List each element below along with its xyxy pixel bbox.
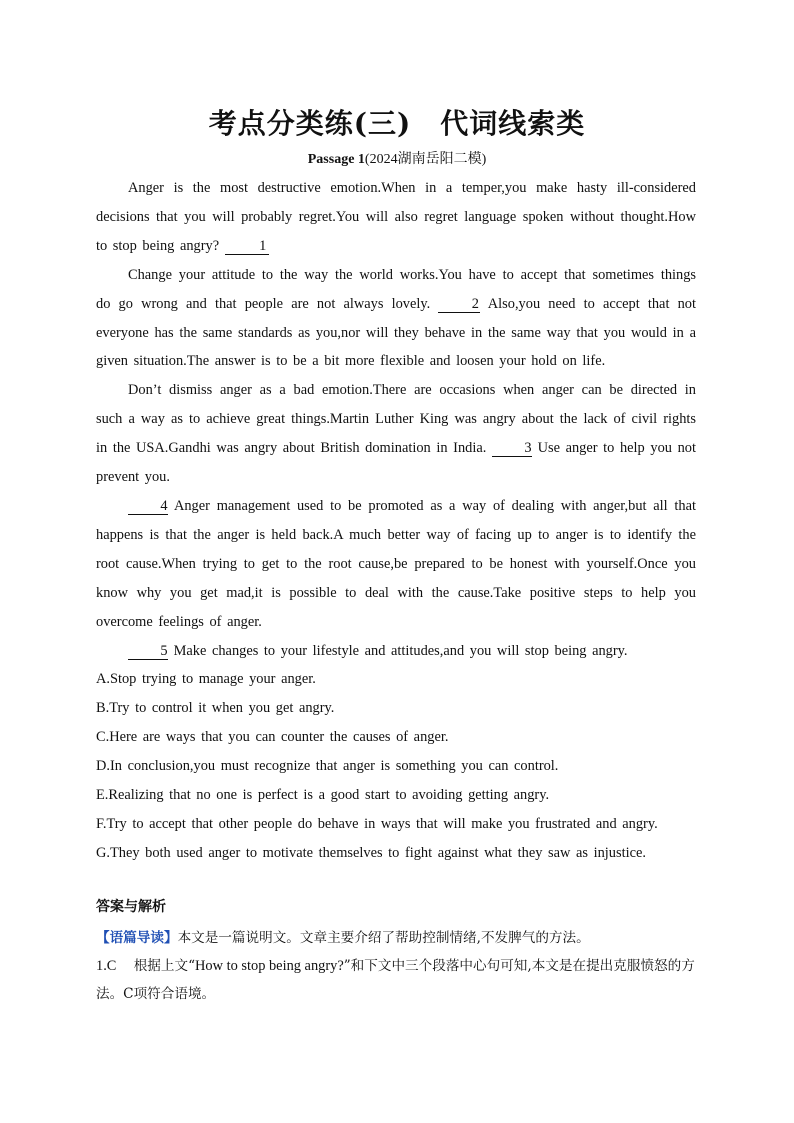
guide-text: 本文是一篇说明文。文章主要介绍了帮助控制情绪,不发脾气的方法。 <box>177 930 590 946</box>
page-title: 考点分类练(三) 代词线索类 <box>208 107 586 140</box>
answer-1-explanation <box>96 952 696 1008</box>
blank-5: 5 <box>128 643 168 660</box>
blank-4: 4 <box>128 498 168 515</box>
passage-label: Passage 1 <box>307 152 365 167</box>
reading-guide <box>96 924 706 952</box>
answer-text: ”和下文中三个段落中心句可知,本文是在提出克服愤怒的方法。C项符合语境。 <box>96 958 695 1002</box>
option-d: D.In conclusion,you must recognize that anger is something you can control. <box>96 758 559 775</box>
option-g: G.They both used anger to motivate themselves to fight against what they saw as injustice. <box>96 844 646 861</box>
paragraph-3 <box>96 376 696 492</box>
paragraph-text: Don’t dismiss anger as a bad emotion.There are occasions when anger can be directed in such a way as to achieve great things.Martin Luther King was angry about the lack of civil rights in the USA.Gandhi was angry about British domination in India. <box>96 382 696 457</box>
answer-text: 根据上文“ <box>133 958 196 974</box>
paragraph-5 <box>96 637 696 666</box>
blank-3: 3 <box>492 440 532 457</box>
paragraph-text: Use anger to help you not prevent you. <box>96 440 696 486</box>
passage-heading <box>0 148 794 168</box>
option-a: A.Stop trying to manage your anger. <box>96 671 316 688</box>
guide-tag: 【语篇导读】 <box>96 930 178 946</box>
paragraph-text: Anger is the most destructive emotion.When in a temper,you make hasty ill-considered decisions that you will probably regret.You will also regret language spoken without thought.How to stop being angry? <box>96 180 696 254</box>
paragraph-4 <box>96 492 696 637</box>
paragraph-text: Also,you need to accept that not everyone has the same standards as you,nor will they behave in the same way that you would in a given situation.The answer is to be a bit more flexible and loosen your hold on life. <box>96 295 696 370</box>
option-c: C.Here are ways that you can counter the causes of anger. <box>96 729 449 746</box>
answer-quote: How to stop being angry? <box>195 958 344 974</box>
option-b: B.Try to control it when you get angry. <box>96 700 335 717</box>
paragraph-text: Make changes to your lifestyle and attitudes,and you will stop being angry. <box>173 642 628 659</box>
paragraph-text: Anger management used to be promoted as a way of dealing with anger,but all that happens is that the anger is held back.A much better way of facing up to anger is to identify the root cause.When trying to get to the root cause,be prepared to be honest with yourself.Once you know why you get mad,it is possible to deal with the cause.Take positive steps to help you overcome feelings of anger. <box>96 497 696 630</box>
paragraph-1 <box>96 174 696 261</box>
passage-source: (2024湖南岳阳二模) <box>364 152 487 167</box>
answer-number: 1.C <box>96 958 117 974</box>
blank-1: 1 <box>225 238 269 255</box>
paragraph-2 <box>96 261 696 377</box>
answers-heading: 答案与解析 <box>96 899 166 915</box>
option-f: F.Try to accept that other people do behave in ways that will make you frustrated and angry. <box>96 815 658 832</box>
paragraph-text: Change your attitude to the way the world works.You have to accept that sometimes things do go wrong and that people are not always lovely. <box>96 266 696 312</box>
option-e: E.Realizing that no one is perfect is a good start to avoiding getting angry. <box>96 787 550 804</box>
blank-2: 2 <box>438 296 480 313</box>
passage-body <box>96 174 696 868</box>
